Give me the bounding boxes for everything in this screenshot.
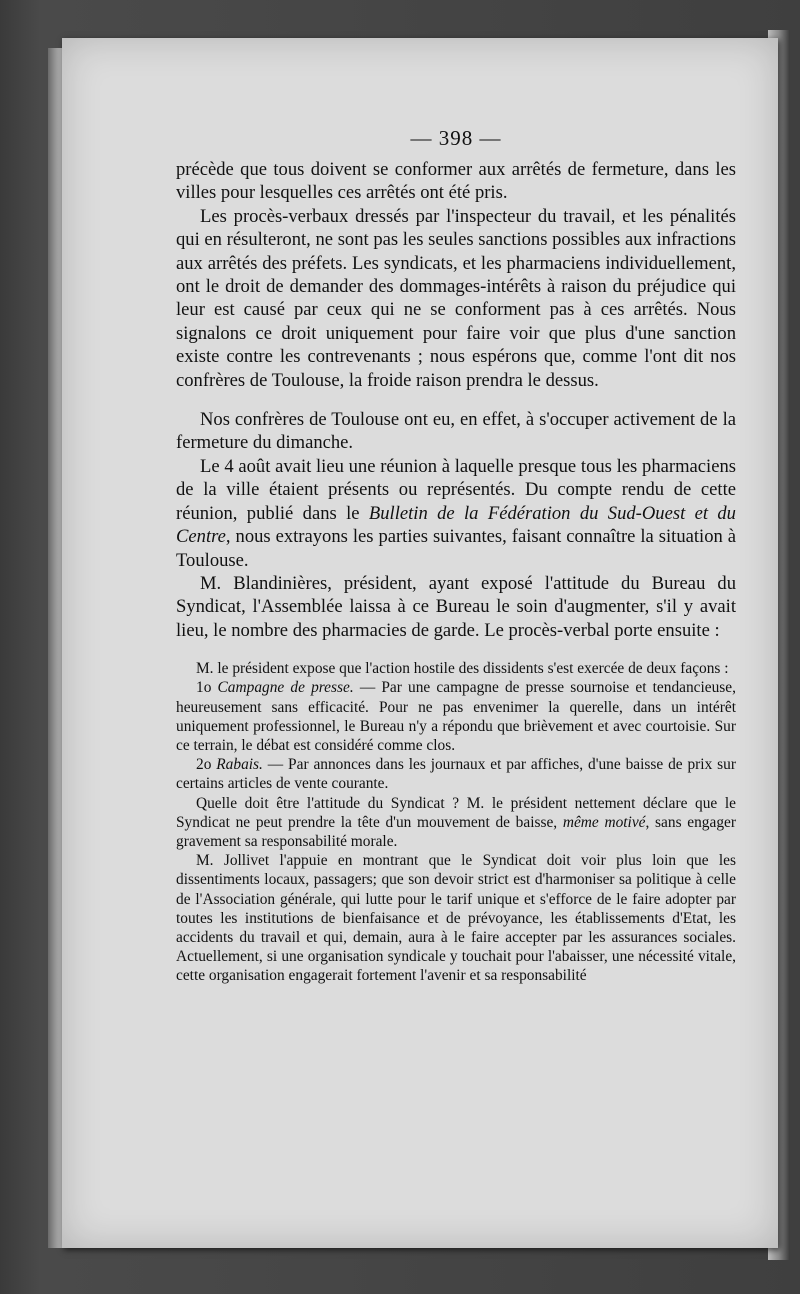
page-number: — 398 — (410, 126, 502, 150)
paragraph-4 (176, 455, 736, 572)
paragraph-5: M. Blandinières, président, ayant exposé l'attitude du Bureau du Syndicat, l'Assemblée laissa à ce Bureau le soin d'augmenter, s'il y avait lieu, le nombre des pharmacies de garde. Le procès-verbal porte ensuite : (176, 572, 736, 641)
quote-paragraph-1: M. le président expose que l'action hostile des dissidents s'est exercée de deux façons : (196, 660, 729, 678)
quote-paragraph-5: M. Jollivet l'appuie en montrant que le Syndicat doit voir plus loin que les dissentiments locaux, passagers; que son devoir strict est d'harmoniser sa politique à celle de l'Association générale, qui lutte pour le tarif unique et s'efforce de le faire adopter par toutes les institutions de bienfaisance et de prévoyance, les établissements d'Etat, les accidents du travail et qui, demain, aura à le faire accepter par les assurances sociales. Actuellement, si une organisation syndicale y touchait pour l'abaisser, une nécessité vitale, cette organisation engagerait fortement l'avenir et sa responsabilité (176, 852, 736, 985)
page-text-block (176, 124, 736, 986)
item-2-number: 2o (196, 756, 217, 774)
paragraph-4-text-b: , nous extrayons les parties suivantes, faisant connaître la situation à Toulouse. (176, 526, 736, 571)
item-1-number: 1o (196, 679, 218, 697)
item-2-title: Rabais. (216, 756, 263, 774)
quote-paragraph-4 (176, 794, 736, 852)
item-2-text: — Par annonces dans les journaux et par affiches, d'une baisse de prix sur certains articles de vente courante. (176, 756, 736, 793)
item-1-text: — Par une campagne de presse sournoise et tendancieuse, heureusement sans efficacité. Pour ne pas envenimer la querelle, dans un intérêt uniquement professionnel, le Bureau n'y a répondu que brièvement et avec courtoisie. Sur ce terrain, le débat est considéré comme clos. (176, 679, 736, 754)
paragraph-3: Nos confrères de Toulouse ont eu, en effet, à s'occuper activement de la fermeture du dimanche. (176, 409, 736, 454)
quote-4-text-b: , sans engager gravement sa responsabilité morale. (176, 813, 736, 850)
bulletin-title: Bulletin de la Fédération du Sud-Ouest et du Centre (176, 502, 736, 548)
paragraph-1: précède que tous doivent se conformer aux arrêtés de fermeture, dans les villes pour lesquelles ces arrêtés ont été pris. (176, 159, 736, 204)
paragraph-4-text-a: Le 4 août avait lieu une réunion à laquelle presque tous les pharmaciens de la ville étaient présents ou représentés. Du compte rendu de cette réunion, publié dans le (176, 455, 736, 524)
paragraph-2: Les procès-verbaux dressés par l'inspecteur du travail, et les pénalités qui en résulteront, ne sont pas les seules sanctions possibles aux infractions aux arrêtés des préfets. Les syndicats, et les pharmaciens individuellement, ont le droit de demander des dommages-intérêts à raison du préjudice qui leur est causé par ceux qui ne se conforment pas à ces arrêtés. Nous signalons ce droit uniquement pour faire voir que plus d'une sanction existe contre les contrevenants ; nous espérons que, comme l'ont dit nos confrères de Toulouse, la froide raison prendra le dessus. (176, 205, 736, 391)
quote-4-italic: même motivé (562, 813, 646, 831)
item-1-title: Campagne de presse. (217, 679, 354, 697)
quote-paragraph-2 (176, 678, 736, 755)
quote-4-text-a: Quelle doit être l'attitude du Syndicat ? M. le président nettement déclare que le Syndicat ne peut prendre la tête d'un mouvement de baisse, (176, 794, 736, 831)
quote-paragraph-3 (176, 755, 736, 793)
